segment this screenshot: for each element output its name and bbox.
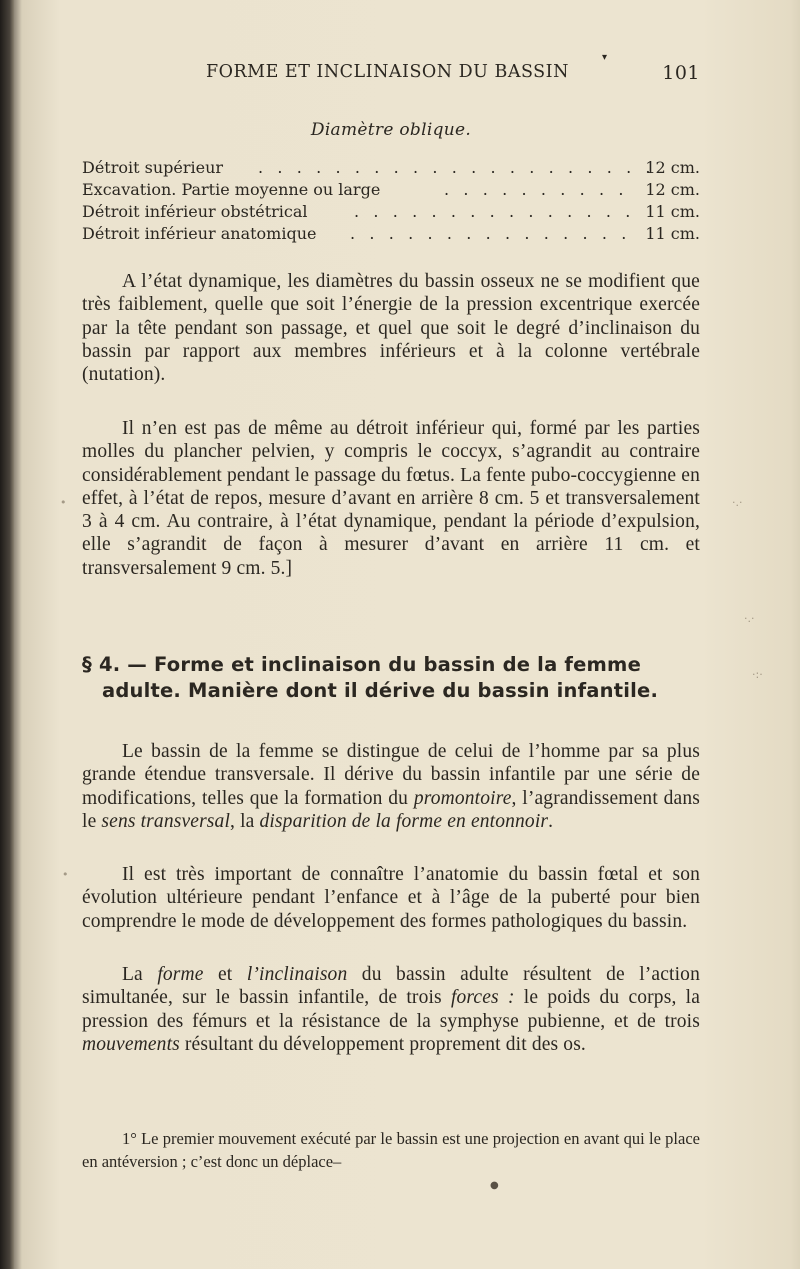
margin-speck-icon: ·.· (732, 496, 743, 509)
row-value: 12 cm. (645, 180, 700, 199)
emphasis-mouvements: mouvements (82, 1033, 180, 1055)
table-row (82, 202, 700, 224)
text-run: le poids du corps, la pression des fémurs et la résistance de la symphyse pubienne, et de trois (82, 987, 701, 1032)
emphasis-forme: forme (157, 964, 204, 985)
leader-dots: . . . . . . . . . . . . . . . . . . . . . (258, 158, 656, 177)
text-run: et (203, 964, 247, 985)
emphasis-forces: forces : (450, 987, 515, 1009)
text-run: résultant du développement proprement dit des os. (179, 1033, 586, 1055)
margin-speck-icon: • (60, 496, 67, 509)
paragraph-fetal-anatomy: Il est très important de connaître l’anatomie du bassin fœtal et son évolution ultérieure pendant l’enfance et à l’âge de la puberté pour bien comprendre le mode de développement des formes pathologiques du bassin. (82, 864, 700, 932)
footnote: 1° Le premier mouvement exécuté par le bassin est une projection en avant qui le place en antéversion ; c’est donc un déplace– (82, 1128, 700, 1171)
row-label: Excavation. Partie moyenne ou large (82, 180, 381, 199)
text-run: Le bassin de la femme se distingue de celui de l’homme par sa plus grande étendue transversale. Il dérive du bassin infantile par une série de modifications, telles que la formation du (82, 741, 700, 809)
text-run: La (122, 964, 158, 985)
emphasis-disparition: disparition de la forme en entonnoir (259, 810, 549, 832)
row-label: Détroit supérieur (82, 158, 224, 177)
paragraph-lower-strait: Il n’en est pas de même au détroit inférieur qui, formé par les parties molles du plancher pelvien, y compris le coccyx, s’agrandit au contraire considérablement pendant le passage du fœtus. La fente pubo-coccygienne en effet, à l’état de repos, mesure d’avant en arrière 8 cm. 5 et transversalement 3 à 4 cm. Au contraire, à l’état dynamique, pendant la période d’expulsion, elle s’agrandit de façon à mesurer d’avant en arrière 11 cm. et transversalement 9 cm. 5.] (82, 418, 700, 579)
table-row (82, 180, 700, 202)
row-value: 11 cm. (645, 224, 700, 243)
running-title: FORME ET INCLINAISON DU BASSIN (206, 62, 569, 82)
paragraph-dynamic-state: A l’état dynamique, les diamètres du bassin osseux ne se modifient que très faiblement, quelle que soit l’énergie de la pression excentrique exercée par la tête pendant son passage, et quel que soit le degré d’inclinaison du bassin par rapport aux membres inférieurs et à la colonne vertébrale (nutation). (82, 271, 700, 386)
section-heading-line2: adulte. Manière dont il dérive du bassin infantile. (102, 679, 659, 702)
ink-mark-icon: ▾ (602, 52, 608, 63)
leader-dots: . . . . . . . . . . . . . . . (350, 224, 631, 243)
page-header (82, 52, 700, 86)
text-run: . (548, 810, 554, 832)
paragraph-forces (82, 963, 700, 1056)
row-value: 12 cm. (645, 158, 700, 177)
text-run: , la (230, 810, 260, 832)
row-label: Détroit inférieur obstétrical (82, 202, 308, 221)
emphasis-inclinaison: l’inclinaison (246, 964, 348, 985)
table-row (82, 224, 700, 246)
page-number: 101 (662, 62, 700, 84)
section-heading-line1: § 4. — Forme et inclinaison du bassin de la femme (82, 653, 641, 676)
emphasis-sens-transversal: sens transversal (101, 810, 231, 832)
ink-dot-icon: ● (490, 1180, 499, 1191)
text-run: , l’agrandissement dans le (82, 787, 700, 832)
paragraph-female-pelvis (82, 740, 700, 833)
leader-dots: . . . . . . . . . . (444, 180, 629, 199)
table-subtitle: Diamètre oblique. (310, 120, 472, 140)
margin-speck-icon: • (62, 868, 69, 881)
section-heading (82, 652, 700, 704)
leader-dots: . . . . . . . . . . . . . . . (354, 202, 635, 221)
row-value: 11 cm. (645, 202, 700, 221)
margin-speck-icon: ·.· (744, 612, 755, 625)
text-run: du bassin adulte résultent de l’action simultanée, sur le bassin infantile, de trois (82, 964, 700, 1009)
book-binding-edge (0, 0, 14, 1269)
diameter-table (82, 158, 700, 246)
margin-speck-icon: ·:· (752, 668, 763, 681)
row-label: Détroit inférieur anatomique (82, 224, 317, 243)
emphasis-promontoire: promontoire (413, 787, 512, 809)
table-row (82, 158, 700, 180)
